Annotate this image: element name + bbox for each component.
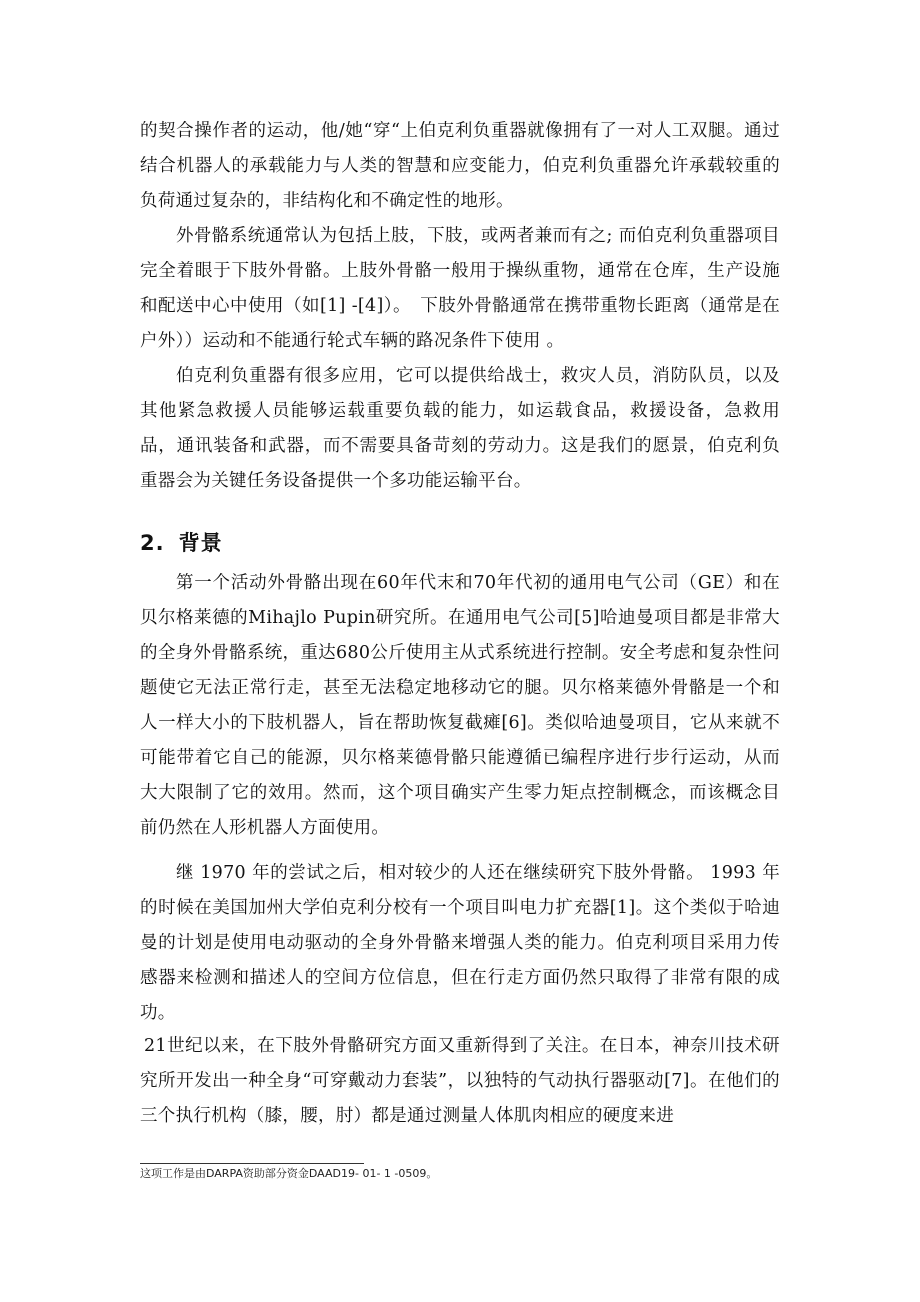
section-heading <box>140 523 223 563</box>
section-title: 背景 <box>178 531 223 555</box>
paragraph-exoskeleton-types: 外骨骼系统通常认为包括上肢，下肢，或两者兼而有之; 而伯克利负重器项目完全着眼于下肢外骨骼。上肢外骨骼一般用于操纵重物，通常在仓库，生产设施和配送中心中使用（如[1] -[4]）。 下肢外骨骼通常在携带重物长距离（通常是在户外））运动和不能通行轮式车辆的路况条件下使用 。 <box>140 226 780 351</box>
section-number: 2. <box>140 531 165 555</box>
footnote-separator <box>140 1163 364 1164</box>
paragraph-berkeley-1993: 继 1970 年的尝试之后，相对较少的人还在继续研究下肢外骨骼。 1993 年的时候在美国加州大学伯克利分校有一个项目叫电力扩充器[1]。这个类似于哈迪曼的计划是使用电动驱动的全身外骨骼来增强人类的能力。伯克利项目采用力传感器来检测和描述人的空间方位信息，但在行走方面仍然只取得了非常有限的成功。 <box>140 863 780 1023</box>
footnote-funding: 这项工作是由DARPA资助部分资金DAAD19- 01- 1 -0509。 <box>140 1167 438 1180</box>
paragraph-exoskeleton-intro: 的契合操作者的运动，他/她“穿“上伯克利负重器就像拥有了一对人工双腿。通过结合机器人的承载能力与人类的智慧和应变能力，伯克利负重器允许承载较重的负荷通过复杂的，非结构化和不确定性的地形。 <box>140 121 780 211</box>
paragraph-21st-century: 21世纪以来，在下肢外骨骼研究方面又重新得到了关注。在日本，神奈川技术研究所开发出一种全身“可穿戴动力套装”，以独特的气动执行器驱动[7]。在他们的三个执行机构（膝，腰，肘）都是通过测量人体肌肉相应的硬度来进 <box>140 1036 780 1126</box>
paragraph-applications: 伯克利负重器有很多应用，它可以提供给战士，救灾人员，消防队员，以及其他紧急救援人员能够运载重要负载的能力，如运载食品，救援设备，急救用品，通讯装备和武器，而不需要具备苛刻的劳动力。这是我们的愿景，伯克利负重器会为关键任务设备提供一个多功能运输平台。 <box>140 366 780 491</box>
paragraph-history-ge-belgrade: 第一个活动外骨骼出现在60年代末和70年代初的通用电气公司（GE）和在贝尔格莱德的Mihajlo Pupin研究所。在通用电气公司[5]哈迪曼项目都是非常大的全身外骨骼系统，重达680公斤使用主从式系统进行控制。安全考虑和复杂性问题使它无法正常行走，甚至无法稳定地移动它的腿。贝尔格莱德外骨骼是一个和人一样大小的下肢机器人，旨在帮助恢复截瘫[6]。类似哈迪曼项目，它从来就不可能带着它自己的能源，贝尔格莱德骨骼只能遵循已编程序进行步行运动，从而大大限制了它的效用。然而，这个项目确实产生零力矩点控制概念，而该概念目前仍然在人形机器人方面使用。 <box>140 573 780 838</box>
